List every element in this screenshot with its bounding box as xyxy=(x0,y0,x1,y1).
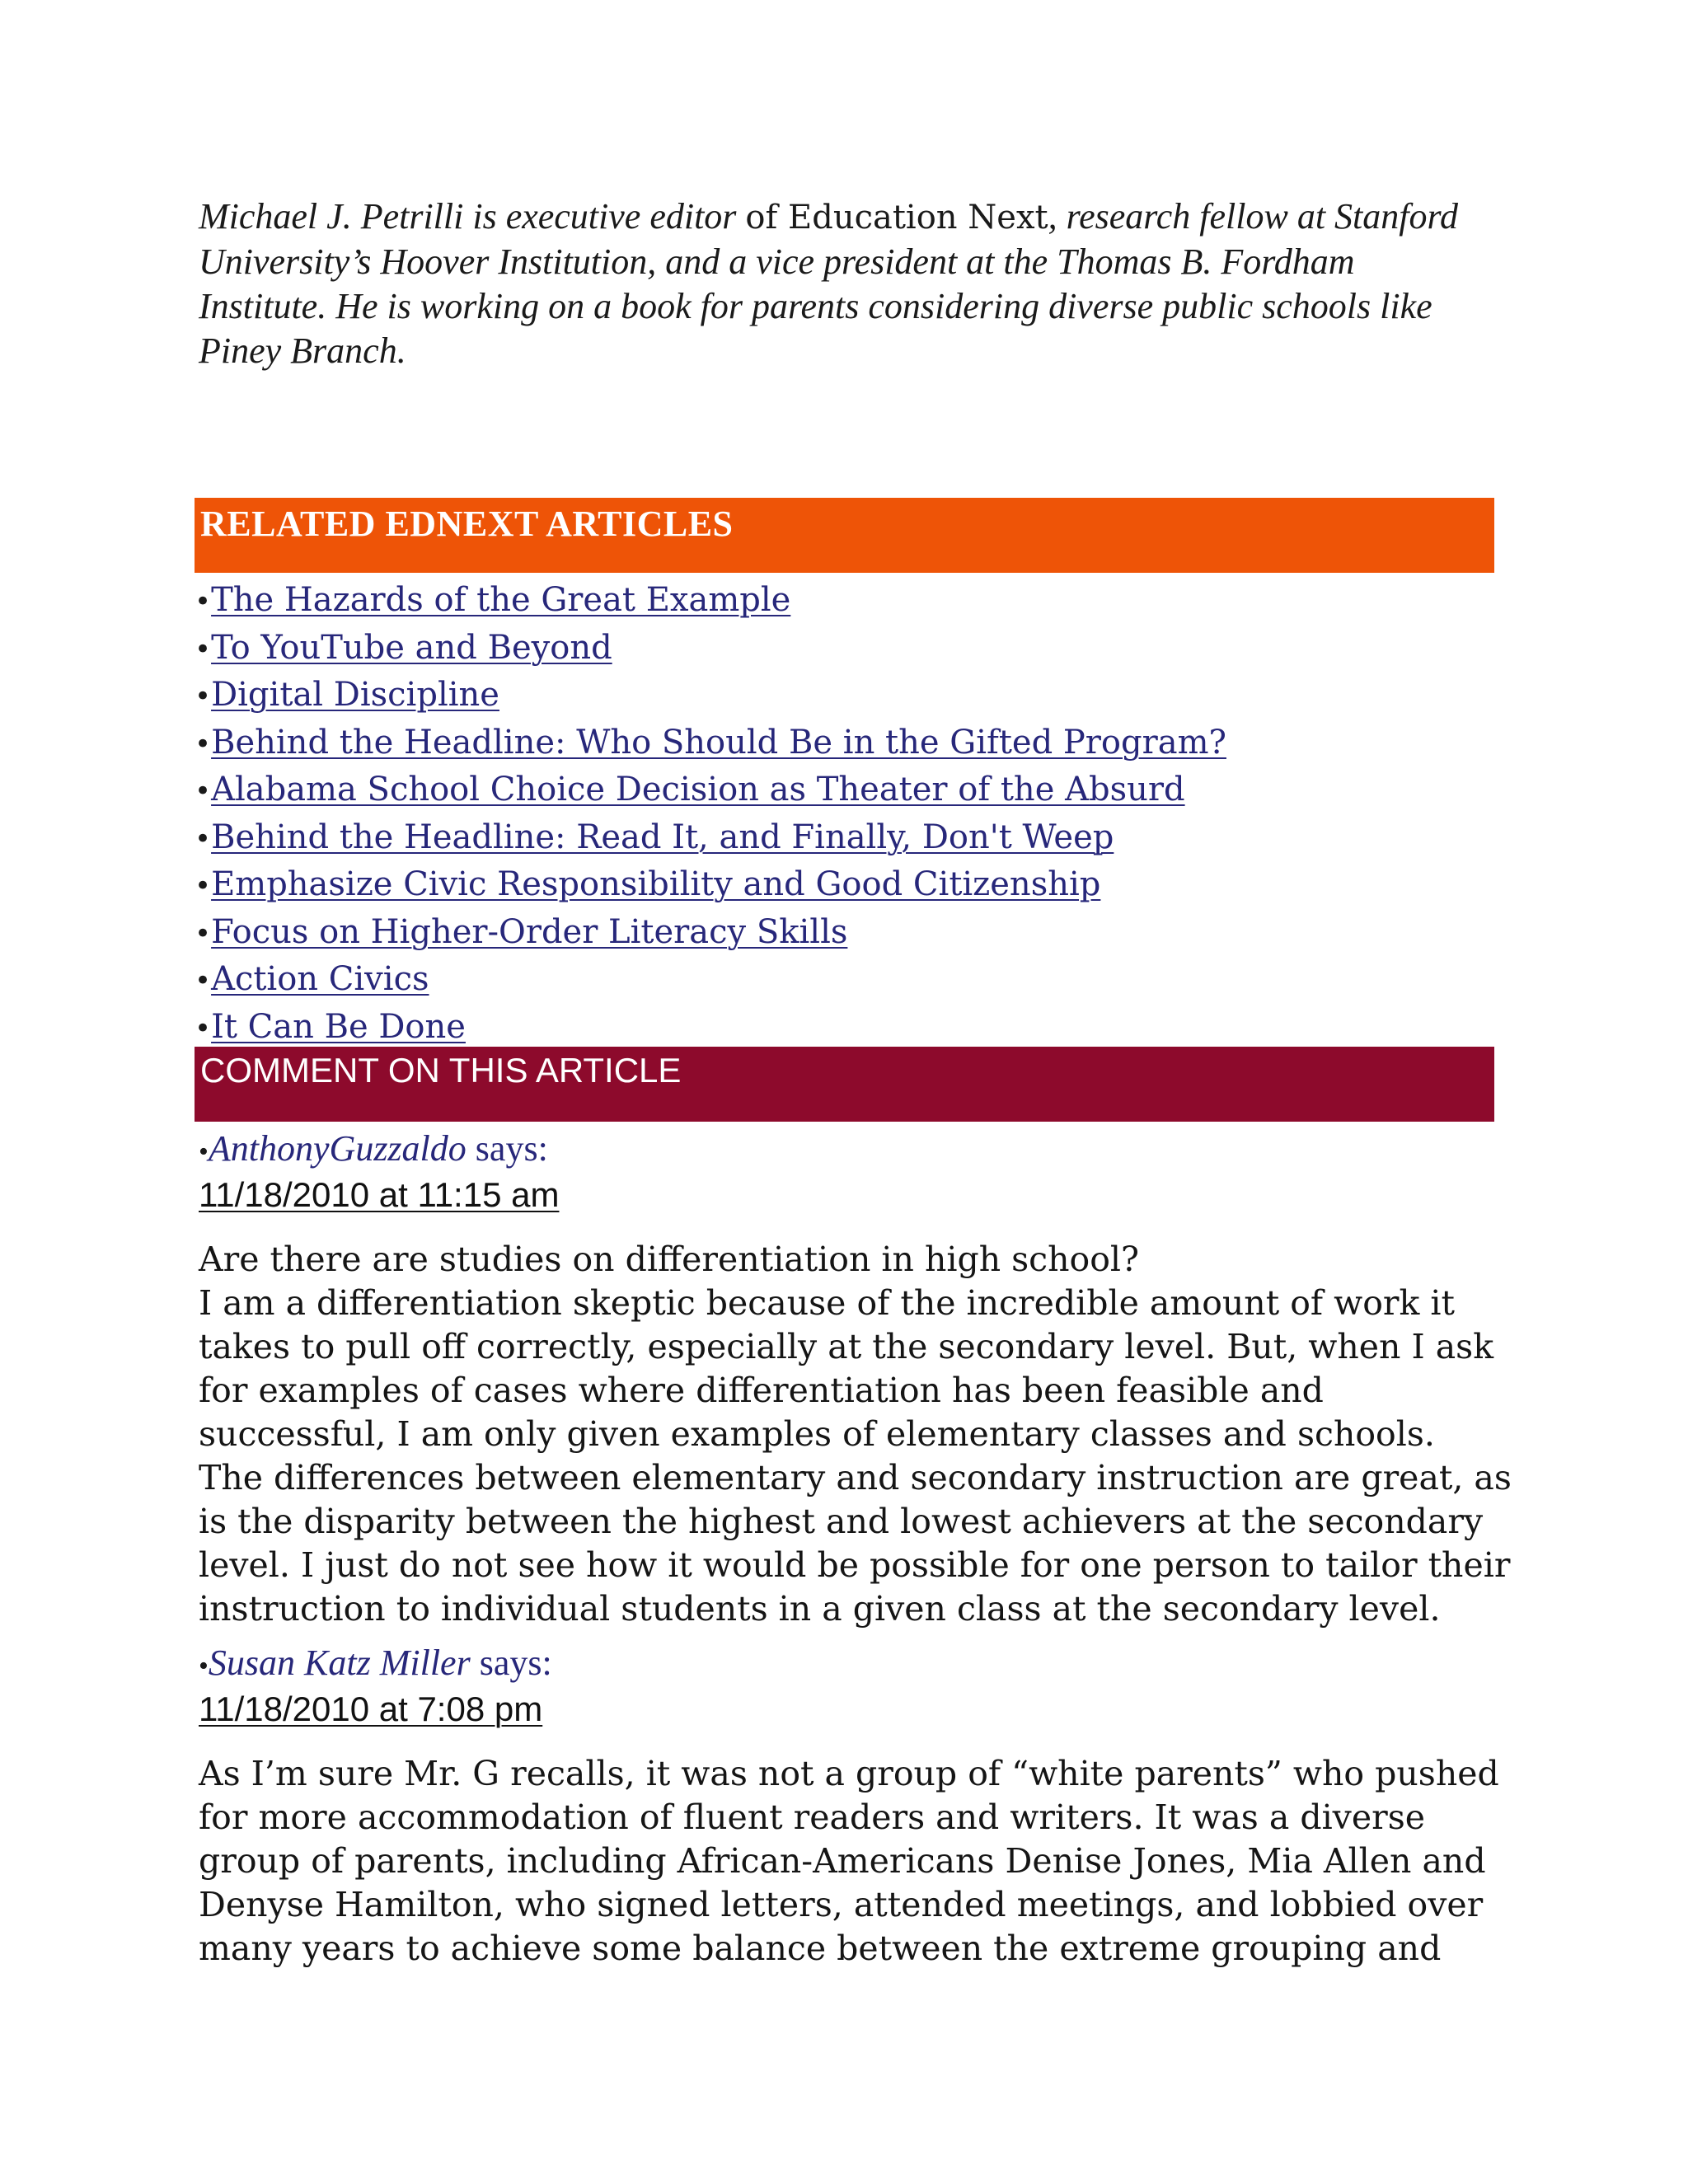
related-article-link[interactable]: To YouTube and Beyond xyxy=(211,628,612,667)
related-article-link[interactable]: Alabama School Choice Decision as Theater of the Absurd xyxy=(211,771,1185,808)
comment-line: I am a differentiation skeptic because of the incredible amount of work it xyxy=(199,1283,1455,1323)
list-item xyxy=(195,766,1494,814)
comment-body xyxy=(199,1238,1512,1631)
comment-line: The differences between elementary and secondary instruction are great, as xyxy=(199,1458,1512,1497)
related-article-link[interactable]: Emphasize Civic Responsibility and Good Citizenship xyxy=(211,865,1101,903)
list-item xyxy=(195,577,1494,625)
related-article-link[interactable]: It Can Be Done xyxy=(211,1007,466,1046)
bullet: • xyxy=(195,632,212,666)
related-article-link[interactable]: Digital Discipline xyxy=(211,676,499,714)
comment-line: successful, I am only given examples of elementary classes and schools. xyxy=(199,1414,1435,1454)
comment-line: Are there are studies on differentiation in high school? xyxy=(199,1240,1140,1279)
comment-line: group of parents, including African-Americans Denise Jones, Mia Allen and xyxy=(199,1841,1486,1881)
related-articles-title: RELATED EDNEXT ARTICLES xyxy=(200,504,734,544)
comment-line: Denyse Hamilton, who signed letters, attended meetings, and lobbied over xyxy=(199,1885,1484,1924)
comment-line: is the disparity between the highest and lowest achievers at the secondary xyxy=(199,1502,1484,1541)
comment-section-header xyxy=(195,1047,1494,1122)
list-item xyxy=(195,909,1494,957)
list-item xyxy=(195,672,1494,719)
bullet: • xyxy=(195,585,212,618)
related-articles-list xyxy=(195,577,1494,1051)
comment-line: takes to pull off correctly, especially at the secondary level. But, when I ask xyxy=(199,1327,1494,1366)
list-item xyxy=(195,625,1494,673)
related-article-link[interactable]: Action Civics xyxy=(211,960,429,998)
bullet: • xyxy=(195,916,212,950)
related-articles-header xyxy=(195,498,1494,573)
bio-publication: of Education Next xyxy=(745,199,1048,237)
comment-line: for examples of cases where differentiation has been feasible and xyxy=(199,1371,1324,1410)
says-label: says: xyxy=(466,1128,548,1169)
bullet: • xyxy=(195,964,212,997)
list-item xyxy=(195,719,1494,767)
bullet: • xyxy=(195,775,212,808)
comment-line: instruction to individual students in a given class at the secondary level. xyxy=(199,1589,1441,1629)
comment-line: level. I just do not see how it would be possible for one person to tailor their xyxy=(199,1545,1511,1585)
bio-text-2: , research fellow at Stanford University’s Hoover Institution, and a vice president at the Thomas B. Fordham Institute. He is working on a book for parents considering diverse public schools like Piney Branch. xyxy=(199,196,1458,371)
comment-author[interactable]: Susan Katz Miller xyxy=(208,1643,471,1683)
comment-line: for more accommodation of fluent readers and writers. It was a diverse xyxy=(199,1797,1426,1837)
related-article-link[interactable]: The Hazards of the Great Example xyxy=(211,581,791,619)
comment-section-title: COMMENT ON THIS ARTICLE xyxy=(200,1051,682,1090)
comment xyxy=(199,1642,1501,1971)
bullet: • xyxy=(195,727,212,761)
comment-date-link[interactable]: 11/18/2010 at 11:15 am xyxy=(199,1175,560,1214)
comment-body xyxy=(199,1752,1501,1971)
comment-author[interactable]: AnthonyGuzzaldo xyxy=(208,1128,467,1169)
bullet: • xyxy=(195,822,212,855)
list-item xyxy=(195,861,1494,909)
author-bio xyxy=(199,194,1484,373)
comment xyxy=(199,1127,1512,1631)
bullet: • xyxy=(199,1137,209,1167)
comment-date-link[interactable]: 11/18/2010 at 7:08 pm xyxy=(199,1690,543,1728)
bullet: • xyxy=(195,869,212,902)
list-item xyxy=(195,814,1494,862)
comment-byline xyxy=(199,1642,1501,1688)
bullet: • xyxy=(195,680,212,713)
list-item xyxy=(195,1004,1494,1052)
related-article-link[interactable]: Behind the Headline: Who Should Be in the Gifted Program? xyxy=(211,723,1226,762)
comment-line: many years to achieve some balance between the extreme grouping and xyxy=(199,1929,1442,1968)
comment-byline xyxy=(199,1127,1501,1174)
related-article-link[interactable]: Behind the Headline: Read It, and Finally, Don't Weep xyxy=(211,818,1114,856)
comment-line: As I’m sure Mr. G recalls, it was not a group of “white parents” who pushed xyxy=(199,1754,1499,1793)
bio-text-1: Michael J. Petrilli is executive editor xyxy=(199,196,746,237)
bullet: • xyxy=(195,1011,212,1045)
bullet: • xyxy=(199,1651,209,1681)
says-label: says: xyxy=(470,1643,552,1683)
list-item xyxy=(195,956,1494,1004)
related-article-link[interactable]: Focus on Higher-Order Literacy Skills xyxy=(211,912,848,951)
